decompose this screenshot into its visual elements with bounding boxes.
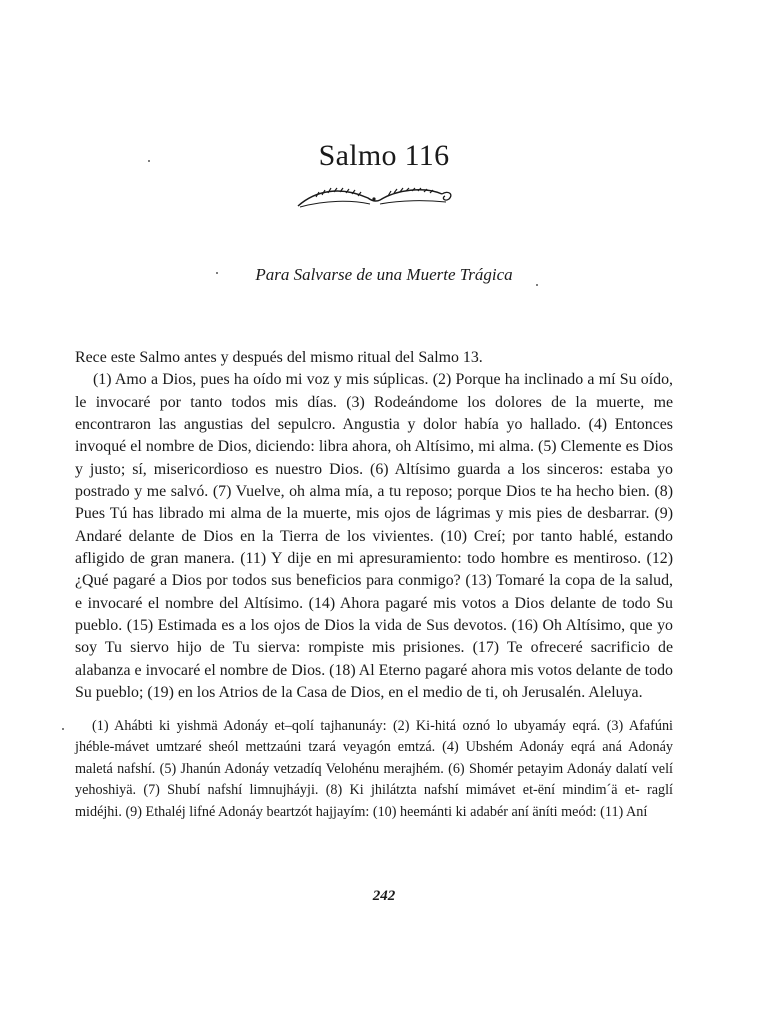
psalm-title: Salmo 116 bbox=[318, 139, 450, 172]
scan-speck bbox=[536, 284, 538, 286]
intro-paragraph: Rece este Salmo antes y después del mismo ritual del Salmo 13. bbox=[75, 349, 483, 366]
scan-speck bbox=[62, 728, 64, 730]
psalm-paragraph: (1) Amo a Dios, pues ha oído mi voz y mis súplicas. (2) Porque ha inclinado a mí Su oído, le invocaré por tanto todos mis días. (3) Rodeándome los dolores de la muerte, me encontraron las angustias del sepulcro. Angustia y dolor había yo hallado. (4) Entonces invoqué el nombre de Dios, diciendo: libra ahora, oh Altísimo, mi alma. (5) Clemente es Dios y justo; sí, misericordioso es nuestro Dios. (6) Altísimo guarda a los sinceros: estaba yo postrado y me salvó. (7) Vuelve, oh alma mía, a tu reposo; porque Dios te ha hecho bien. (8) Pues Tú has librado mi alma de la muerte, mis ojos de lágrimas y mis pies de desbarrar. (9) Andaré delante de Dios en la Tierra de los vivientes. (10) Creí; por tanto hablé, estando afligido de gran manera. (11) Y dije en mi apresuramiento: todo hombre es mentiroso. (12) ¿Qué pagaré a Dios por todos sus beneficios para conmigo? (13) Tomaré la copa de la salud, e invocaré el nombre del Altísimo. (14) Ahora pagaré mis votos a Dios delante de todo Su pueblo. (15) Estimada es a los ojos de Dios la vida de Sus devotos. (16) Oh Altísimo, que yo soy Tu siervo hijo de Tu sierva: rompiste mis prisiones. (17) Te ofreceré sacrificio de alabanza e invocaré el nombre de Dios. (18) Al Eterno pagaré ahora mis votos delante de todo Su pueblo; (19) en los Atrios de la Casa de Dios, en el medio de ti, oh Jerusalén. Aleluya. bbox=[75, 371, 673, 702]
page-number: 242 bbox=[372, 888, 396, 904]
psalm-subtitle: Para Salvarse de una Muerte Trágica bbox=[255, 265, 513, 284]
scan-speck bbox=[148, 160, 150, 162]
flourish-ornament bbox=[296, 180, 454, 212]
scan-speck bbox=[216, 272, 218, 274]
transliteration-paragraph: (1) Ahábti ki yishmä Adonáy et–qolí tajhanunáy: (2) Ki-hitá oznó lo ubyamáy eqrá. (3) Afafúni jhéble-mávet umtzaré sheól mettzaúni tzará veyagón emtzá. (4) Ubshém Adonáy eqrá aná Adonáy maletá nafshí. (5) Jhanún Adonáy vetzadíq Velohénu merajhém. (6) Shomér petayim Adonáy dalatí velí yehoshiyä. (7) Shubí nafshí limnujháyji. (8) Ki jhilátzta nafshí mimávet et-ëní mindim´ä et- raglí midéjhi. (9) Ethaléj lifné Adonáy beartzót hajjayím: (10) heemánti ki adabér aní äníti meód: (11) Aní bbox=[75, 718, 673, 820]
spanish-text-block bbox=[75, 347, 673, 705]
